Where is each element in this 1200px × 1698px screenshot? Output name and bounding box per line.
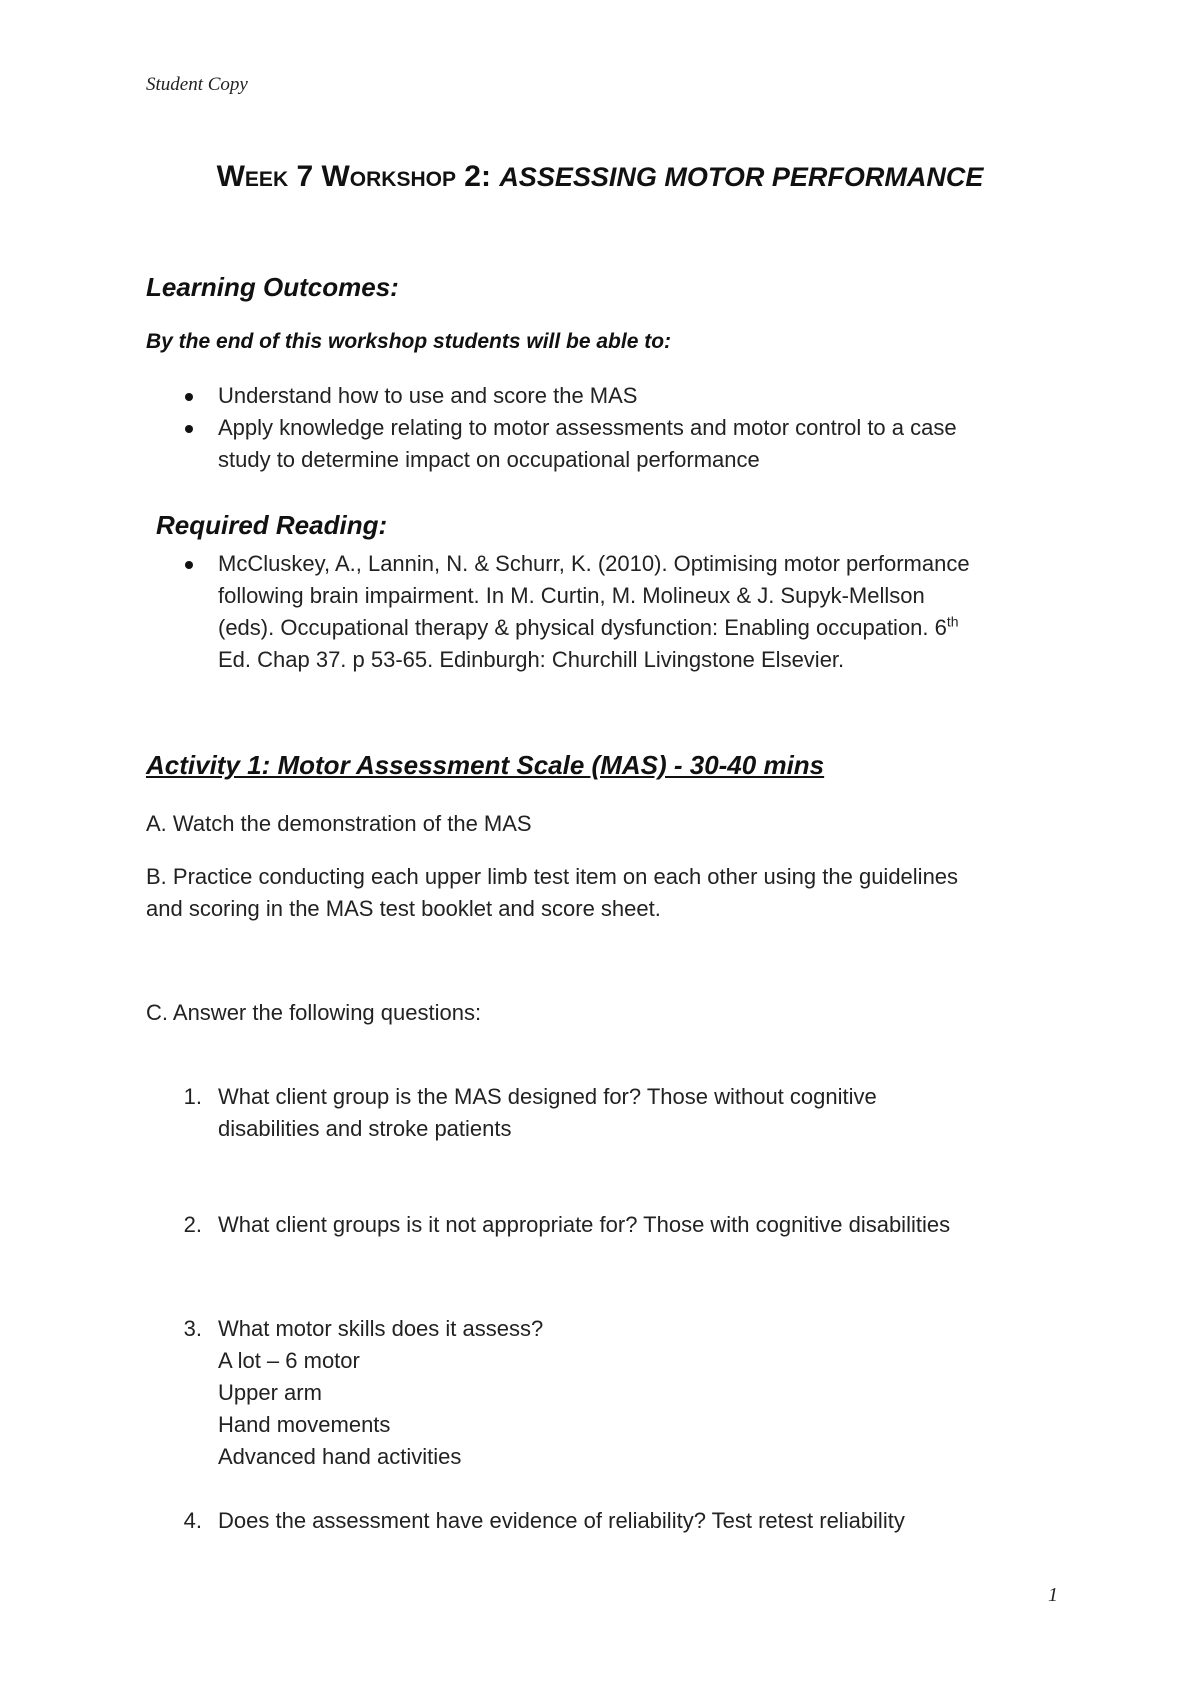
question-number: 2. (183, 1212, 202, 1237)
question-3-line-3: Upper arm (218, 1380, 322, 1405)
reading-line-3 (218, 612, 959, 644)
bullet-icon (185, 561, 193, 569)
question-1-line-2: disabilities and stroke patients (218, 1116, 512, 1141)
reading-line-3-text: (eds). Occupational therapy & physical dysfunction: Enabling occupation. 6 (218, 615, 947, 640)
outcome-item-2: Apply knowledge relating to motor assessments and motor control to a case (218, 415, 957, 440)
reading-line-1: McCluskey, A., Lannin, N. & Schurr, K. (2010). Optimising motor performance (218, 551, 970, 576)
bullet-icon (185, 393, 193, 401)
header-label: Student Copy (146, 74, 248, 95)
question-number: 3. (183, 1316, 202, 1341)
document-title (0, 160, 1200, 194)
outcome-item-1: Understand how to use and score the MAS (218, 383, 638, 408)
bullet-icon (185, 425, 193, 433)
question-1-line-1: What client group is the MAS designed for? Those without cognitive (218, 1084, 877, 1109)
learning-outcomes-heading: Learning Outcomes: (146, 272, 399, 302)
question-number: 1. (183, 1084, 202, 1109)
question-3-line-2: A lot – 6 motor (218, 1348, 360, 1373)
required-reading-heading: Required Reading: (156, 510, 388, 540)
edition-superscript: th (946, 613, 959, 630)
question-3-line-4: Hand movements (218, 1412, 391, 1437)
title-week: Week 7 Workshop 2: (216, 160, 491, 193)
page-number: 1 (1048, 1584, 1058, 1606)
question-3-line-1: What motor skills does it assess? (218, 1316, 544, 1341)
reading-line-2: following brain impairment. In M. Curtin, M. Molineux & J. Supyk-Mellson (218, 583, 925, 608)
question-3-line-5: Advanced hand activities (218, 1444, 462, 1469)
question-2-line-1: What client groups is it not appropriate for? Those with cognitive disabilities (218, 1212, 951, 1237)
reading-line-4: Ed. Chap 37. p 53-65. Edinburgh: Churchill Livingstone Elsevier. (218, 647, 845, 672)
question-4-line-1: Does the assessment have evidence of reliability? Test retest reliability (218, 1508, 905, 1533)
outcome-item-2-cont: study to determine impact on occupational performance (218, 447, 760, 472)
activity-heading: Activity 1: Motor Assessment Scale (MAS) - 30-40 mins (146, 750, 825, 780)
title-topic: ASSESSING MOTOR PERFORMANCE (499, 162, 984, 192)
activity-step-b-line-1: B. Practice conducting each upper limb test item on each other using the guidelines (146, 864, 959, 889)
activity-step-b-line-2: and scoring in the MAS test booklet and score sheet. (146, 896, 661, 921)
activity-step-c: C. Answer the following questions: (146, 1000, 482, 1025)
learning-outcomes-intro: By the end of this workshop students will be able to: (146, 330, 672, 353)
activity-step-a: A. Watch the demonstration of the MAS (146, 811, 532, 836)
question-number: 4. (183, 1508, 202, 1533)
